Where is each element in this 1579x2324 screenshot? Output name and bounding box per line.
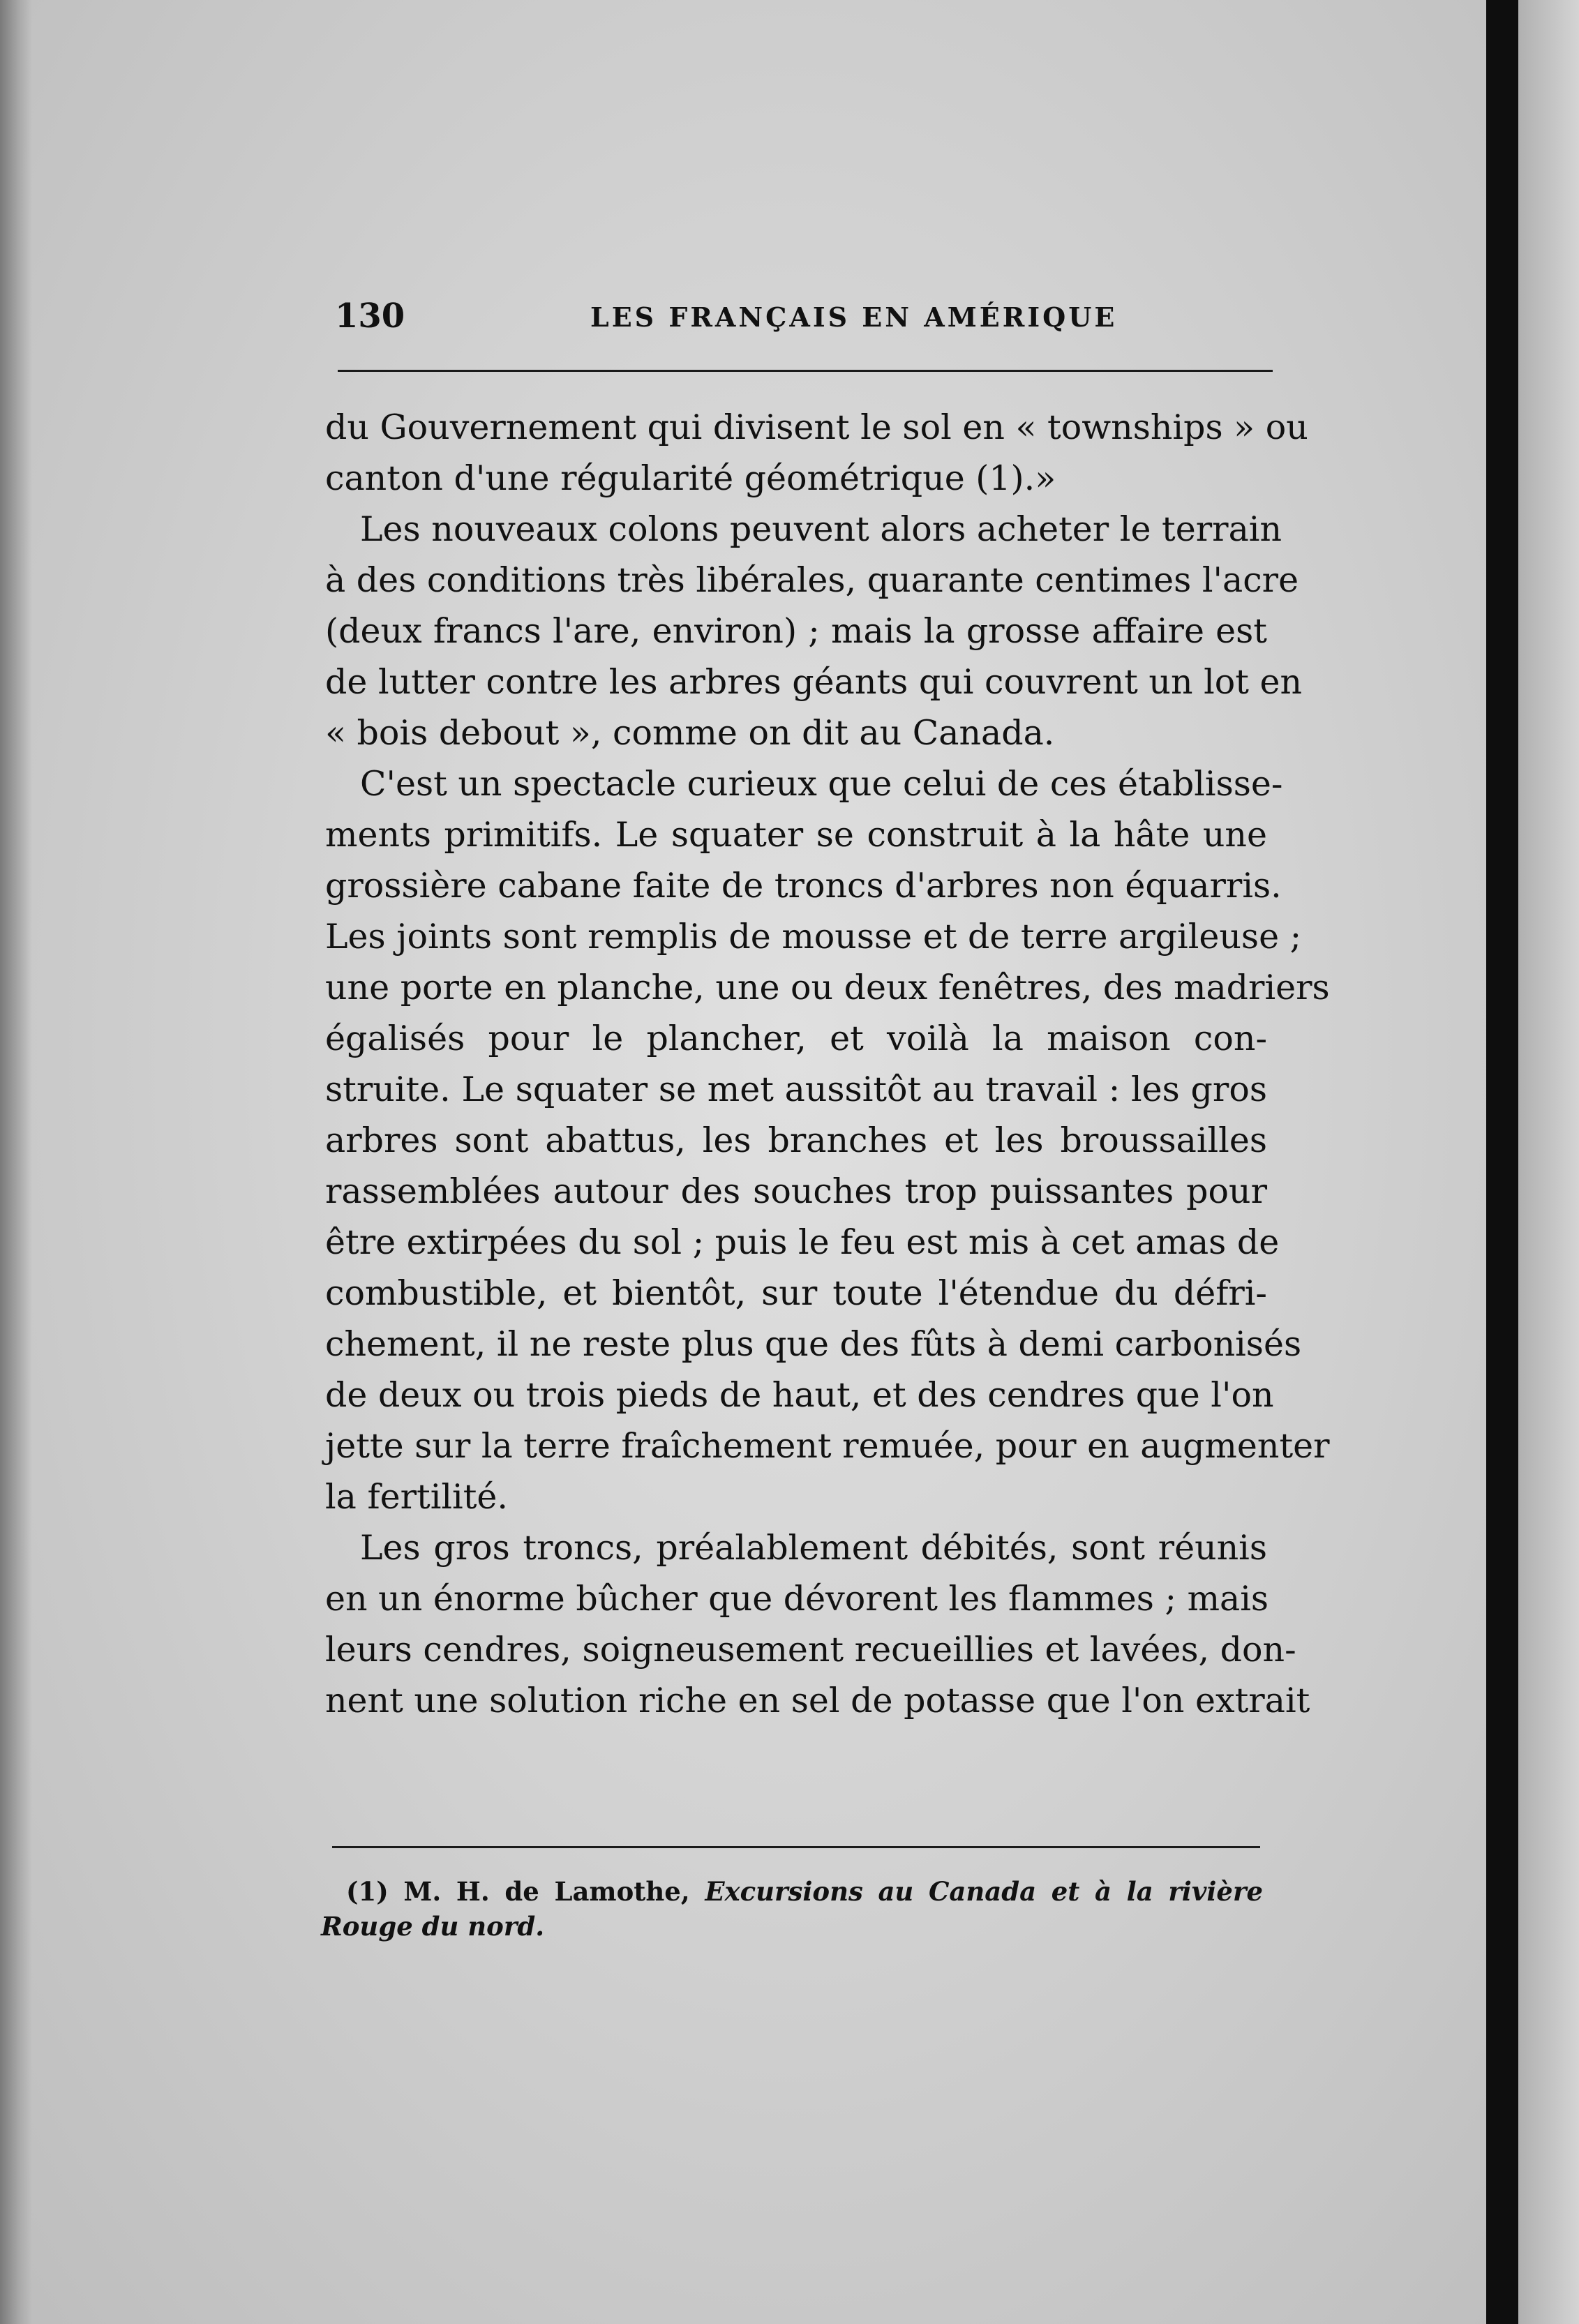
right-scan-margin (1518, 0, 1579, 2324)
text-line: Les gros troncs, préalablement débités, sont réunis (360, 1528, 1267, 1568)
text-line: de deux ou trois pieds de haut, et des cendres que l'on (325, 1375, 1274, 1415)
footnote-rule (332, 1846, 1260, 1848)
text-line: ments primitifs. Le squater se construit à la hâte une (325, 815, 1267, 855)
text-line: canton d'une régularité géométrique (1).» (325, 458, 1056, 498)
text-line: Les nouveaux colons peuvent alors acheter le terrain (360, 509, 1282, 549)
text-line: la fertilité. (325, 1477, 508, 1517)
text-line: arbres sont abattus, les branches et les broussailles (325, 1120, 1267, 1160)
footnote-marker: (1) (346, 1876, 389, 1907)
footnote-line (321, 1874, 1263, 1909)
footnote (321, 1874, 1263, 1944)
text-line: être extirpées du sol ; puis le feu est mis à cet amas de (325, 1222, 1280, 1262)
text-line: à des conditions très libérales, quarante centimes l'acre (325, 560, 1299, 600)
text-line: Les joints sont remplis de mousse et de terre argileuse ; (325, 917, 1302, 957)
footnote-title-continued: Rouge du nord. (321, 1911, 545, 1942)
text-line: une porte en planche, une ou deux fenêtres, des madriers (325, 968, 1330, 1007)
page-number: 130 (335, 297, 405, 336)
text-line: C'est un spectacle curieux que celui de ces établisse- (360, 764, 1283, 804)
text-line: (deux francs l'are, environ) ; mais la grosse affaire est (325, 611, 1267, 651)
body-text (325, 402, 1330, 1726)
left-page-shadow (0, 0, 32, 2324)
header-rule (338, 370, 1273, 372)
text-line: nent une solution riche en sel de potasse que l'on extrait (325, 1681, 1310, 1720)
text-line: rassemblées autour des souches trop puissantes pour (325, 1171, 1267, 1211)
text-line: jette sur la terre fraîchement remuée, pour en augmenter (325, 1426, 1330, 1466)
text-line: du Gouvernement qui divisent le sol en « townships » ou (325, 407, 1308, 447)
text-line: combustible, et bientôt, sur toute l'étendue du défri- (325, 1273, 1267, 1313)
text-line: de lutter contre les arbres géants qui couvrent un lot en (325, 662, 1303, 702)
text-line: chement, il ne reste plus que des fûts à demi carbonisés (325, 1324, 1302, 1364)
footnote-title: Excursions au Canada et à la rivière (705, 1876, 1263, 1907)
text-line: « bois debout », comme on dit au Canada. (325, 713, 1055, 753)
right-binding-edge (1486, 0, 1518, 2324)
footnote-line (321, 1909, 1263, 1944)
text-line: en un énorme bûcher que dévorent les flammes ; mais (325, 1579, 1269, 1619)
running-title: LES FRANÇAIS EN AMÉRIQUE (590, 301, 1118, 333)
footnote-author: M. H. de Lamothe, (403, 1876, 690, 1907)
text-line: leurs cendres, soigneusement recueillies et lavées, don- (325, 1630, 1296, 1670)
text-line: struite. Le squater se met aussitôt au travail : les gros (325, 1070, 1267, 1109)
text-line: égalisés pour le plancher, et voilà la maison con- (325, 1019, 1267, 1058)
text-line: grossière cabane faite de troncs d'arbres non équarris. (325, 866, 1282, 906)
